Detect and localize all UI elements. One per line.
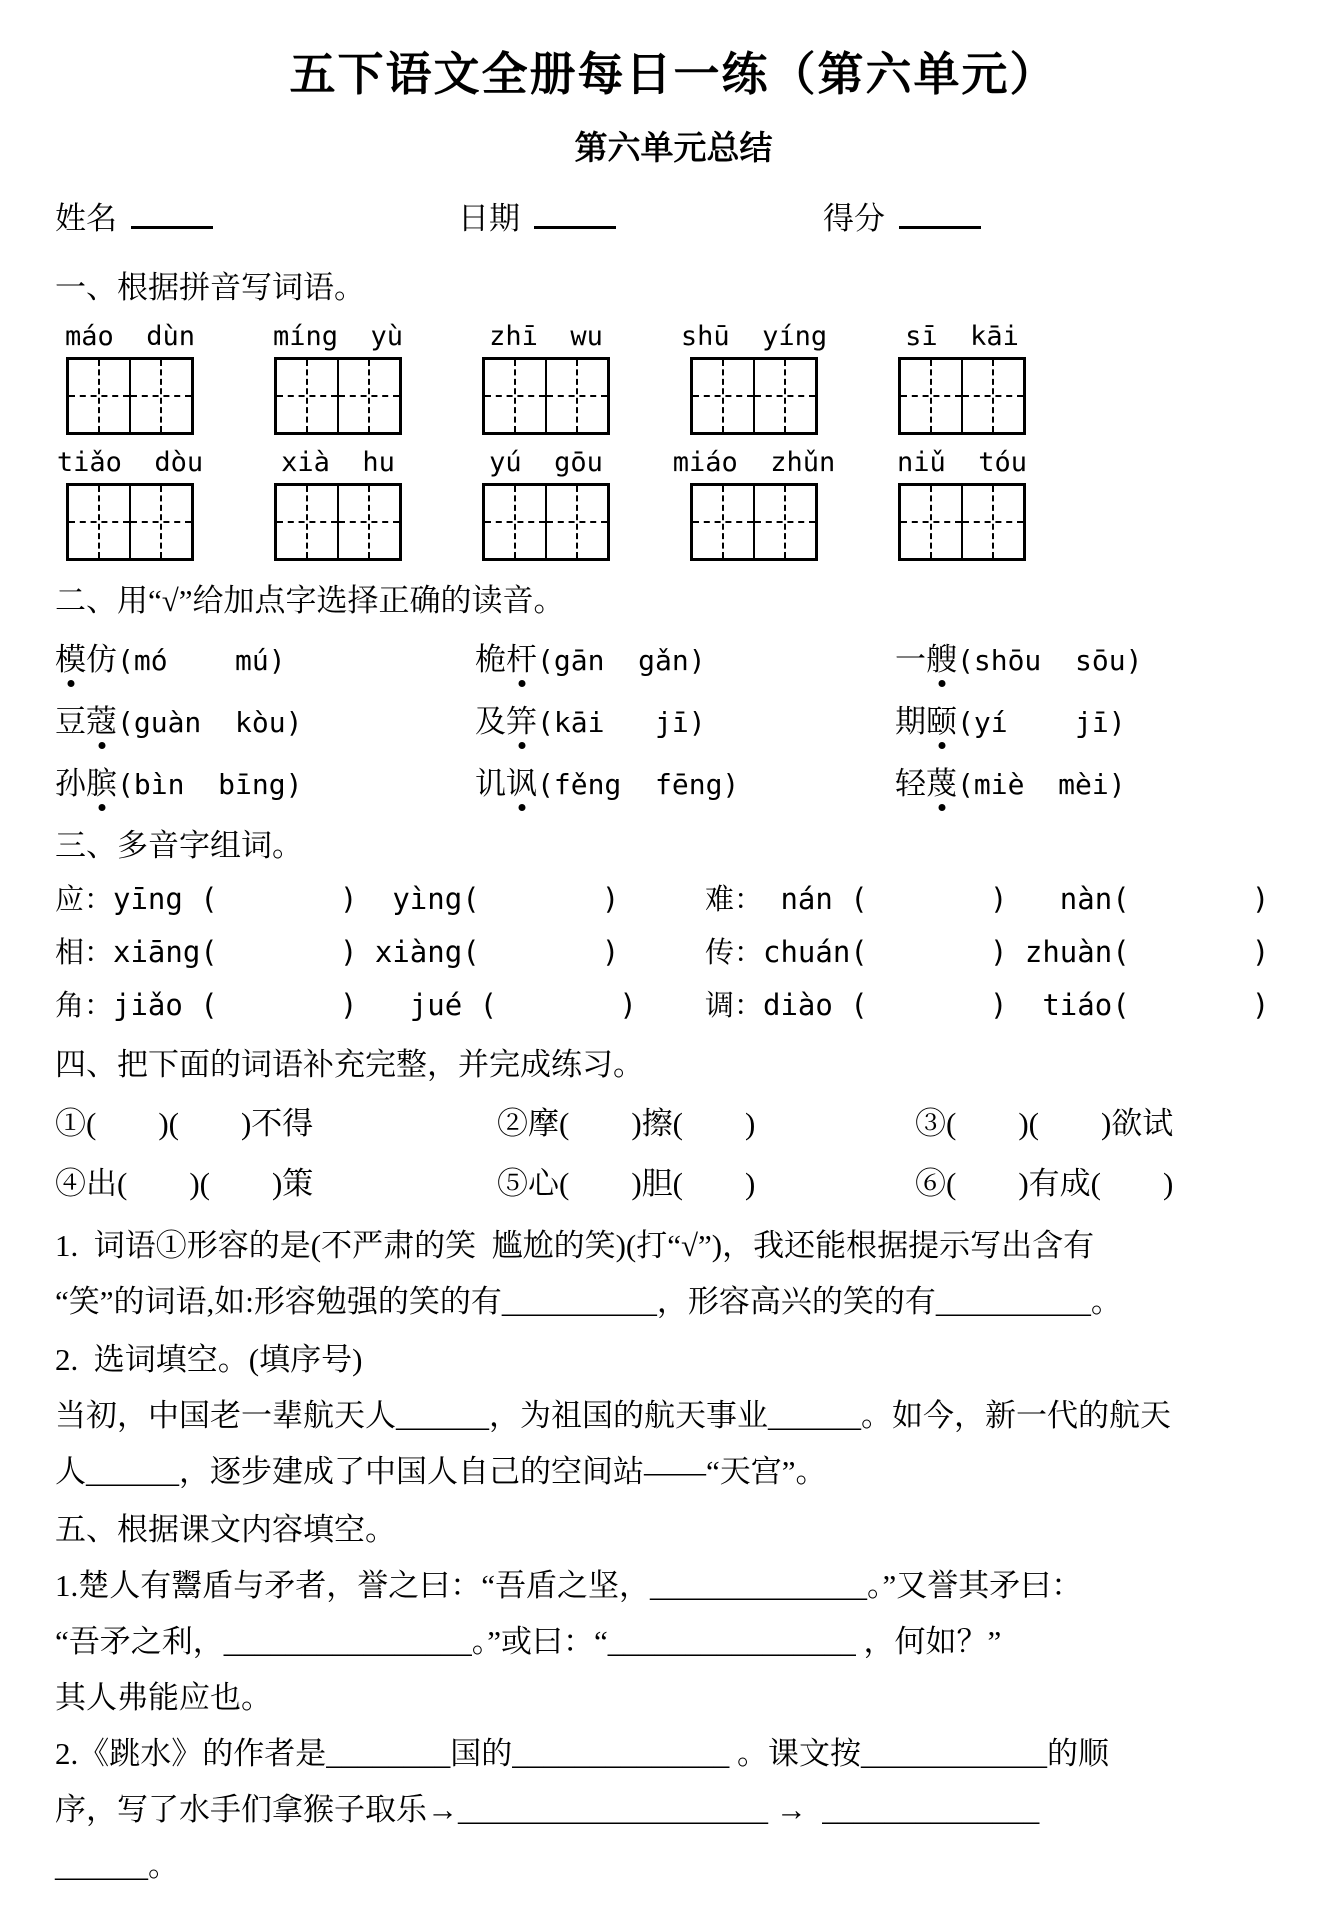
exercise1-text: [55, 1218, 1292, 1330]
score-field: [823, 193, 981, 238]
idiom-grid: [55, 1098, 1292, 1203]
section1-heading: 一、根据拼音写词语。: [55, 270, 365, 305]
text-line: 当初，中国老一辈航天人______，为祖国的航天事业______。如今，新一代的航天: [55, 1398, 1171, 1433]
writing-grid-box[interactable]: [690, 357, 818, 435]
word-char: 模: [55, 642, 86, 677]
pinyin-row: [55, 447, 1292, 561]
writing-cell[interactable]: [545, 486, 607, 558]
pronunciation-options: (kāi jī): [537, 706, 706, 739]
pinyin-label: miáo zhǔn: [672, 447, 836, 478]
pronunciation-item: [55, 634, 475, 679]
pinyin-group: [672, 447, 836, 561]
pronunciation-item: [55, 696, 475, 741]
exercise2-heading: 2. 选词填空。(填序号): [55, 1342, 363, 1377]
pronunciation-item: [475, 696, 895, 741]
pronunciation-options: (yí jī): [957, 706, 1126, 739]
writing-cell[interactable]: [693, 360, 753, 432]
writing-grid-box[interactable]: [898, 483, 1026, 561]
pronunciation-item: [895, 758, 1292, 803]
pinyin-label: shū yíng: [680, 321, 828, 352]
exercise2-text: [55, 1388, 1292, 1500]
word-char: 杆: [506, 642, 537, 677]
polyphone-cell: 调：diào ( ) tiáo( ): [705, 988, 1270, 1022]
writing-grid-box[interactable]: [274, 357, 402, 435]
pinyin-group: [263, 447, 413, 561]
pinyin-group: [887, 321, 1037, 435]
dotted-word: [475, 704, 537, 739]
polyphone-row: [55, 985, 1292, 1025]
dotted-word: [475, 766, 537, 801]
pronunciation-grid: [55, 634, 1292, 803]
pinyin-label: máo dùn: [64, 321, 196, 352]
word-char: 期: [895, 704, 926, 739]
pronunciation-options: (bìn bīng): [117, 768, 303, 801]
writing-cell[interactable]: [693, 486, 753, 558]
polyphone-row: [55, 932, 1292, 972]
word-char: 仿: [86, 642, 117, 677]
writing-cell[interactable]: [337, 486, 399, 558]
writing-grid-box[interactable]: [690, 483, 818, 561]
pinyin-group: [887, 447, 1037, 561]
dotted-word: [55, 704, 117, 739]
name-label: 姓名: [55, 201, 117, 236]
idiom-item: ⑥( )有成( ): [915, 1166, 1174, 1201]
dotted-word: [55, 766, 117, 801]
pinyin-row: [55, 321, 1292, 435]
date-field: [458, 193, 823, 238]
pinyin-label: xià hu: [281, 447, 395, 478]
word-char: 讥: [475, 766, 506, 801]
writing-cell[interactable]: [753, 486, 815, 558]
section5-heading: 五、根据课文内容填空。: [55, 1512, 396, 1547]
section4-heading: 四、把下面的词语补充完整，并完成练习。: [55, 1047, 644, 1082]
idiom-item: ④出( )( )策: [55, 1166, 314, 1201]
polyphone-cell: 角：jiǎo ( ) jué ( ): [55, 988, 637, 1022]
writing-grid-box[interactable]: [274, 483, 402, 561]
writing-cell[interactable]: [961, 360, 1023, 432]
text-line: 其人弗能应也。: [55, 1680, 272, 1715]
writing-cell[interactable]: [129, 360, 191, 432]
date-label: 日期: [458, 201, 520, 236]
dotted-word: [475, 642, 537, 677]
pronunciation-row: [55, 696, 1292, 741]
section3-heading: 三、多音字组词。: [55, 828, 303, 863]
text-line: 1. 词语①形容的是(不严肃的笑 尴尬的笑)(打“√”)，我还能根据提示写出含有: [55, 1228, 1095, 1263]
text-line: ______。: [55, 1848, 179, 1883]
pronunciation-options: (shōu sōu): [957, 644, 1143, 677]
pinyin-group: [471, 447, 621, 561]
pinyin-group: [55, 447, 205, 561]
score-label: 得分: [823, 201, 885, 236]
writing-cell[interactable]: [545, 360, 607, 432]
text-line: 1.楚人有鬻盾与矛者，誉之曰：“吾盾之坚，______________。”又誉其矛曰：: [55, 1568, 1083, 1603]
pronunciation-item: [475, 634, 895, 679]
word-char: 蔻: [86, 704, 117, 739]
pronunciation-options: (guàn kòu): [117, 706, 303, 739]
writing-cell[interactable]: [69, 486, 129, 558]
dotted-word: [55, 642, 117, 677]
word-char: 颐: [926, 704, 957, 739]
dotted-word: [895, 704, 957, 739]
pronunciation-item: [895, 634, 1292, 679]
writing-grid-box[interactable]: [482, 357, 610, 435]
writing-cell[interactable]: [901, 486, 961, 558]
pronunciation-options: (miè mèi): [957, 768, 1126, 801]
text-line: 人______，逐步建成了中国人自己的空间站——“天宫”。: [55, 1454, 827, 1489]
dotted-word: [895, 766, 957, 801]
text-line: “吾矛之利，________________。”或曰：“________________ ，何如？”: [55, 1624, 1002, 1659]
pinyin-group: [471, 321, 621, 435]
writing-cell[interactable]: [277, 486, 337, 558]
pinyin-label: tiǎo dòu: [56, 447, 204, 478]
writing-cell[interactable]: [485, 360, 545, 432]
name-field: [55, 193, 458, 238]
word-char: 蔑: [926, 766, 957, 801]
score-blank[interactable]: [899, 196, 981, 229]
writing-grid-box[interactable]: [898, 357, 1026, 435]
idiom-item: ②摩( )擦( ): [497, 1106, 756, 1141]
word-char: 桅: [475, 642, 506, 677]
name-blank[interactable]: [131, 196, 213, 229]
pinyin-group: [55, 321, 205, 435]
idiom-item: ①( )( )不得: [55, 1106, 314, 1141]
writing-grid-box[interactable]: [66, 357, 194, 435]
word-char: 及: [475, 704, 506, 739]
idiom-row: [55, 1158, 1292, 1203]
text-line: 2.《跳水》的作者是________国的______________ 。课文按____________的顺: [55, 1736, 1109, 1771]
word-char: 轻: [895, 766, 926, 801]
pronunciation-row: [55, 634, 1292, 679]
word-char: 豆: [55, 704, 86, 739]
polyphone-cell: 难： nán ( ) nàn( ): [705, 882, 1270, 916]
writing-cell[interactable]: [485, 486, 545, 558]
text-line: 序，写了水手们拿猴子取乐→____________________ → ______________: [55, 1792, 1040, 1827]
word-char: 膑: [86, 766, 117, 801]
text-line: “笑”的词语,如:形容勉强的笑的有__________，形容高兴的笑的有__________。: [55, 1284, 1122, 1319]
writing-grid-box[interactable]: [482, 483, 610, 561]
pinyin-label: yú gōu: [489, 447, 603, 478]
pinyin-label: míng yù: [272, 321, 404, 352]
pinyin-group: [679, 321, 829, 435]
page-title: 五下语文全册每日一练（第六单元）: [289, 49, 1058, 100]
pronunciation-options: (gān gǎn): [537, 644, 706, 677]
idiom-item: ③( )( )欲试: [915, 1106, 1174, 1141]
meta-row: [55, 193, 1292, 238]
pinyin-label: zhī wu: [489, 321, 603, 352]
word-char: 笄: [506, 704, 537, 739]
date-blank[interactable]: [534, 196, 616, 229]
polyphone-row: [55, 879, 1292, 919]
word-char: 艘: [926, 642, 957, 677]
pronunciation-options: (mó mú): [117, 644, 286, 677]
idiom-row: [55, 1098, 1292, 1143]
dotted-word: [895, 642, 957, 677]
pronunciation-item: [55, 758, 475, 803]
word-char: 孙: [55, 766, 86, 801]
pinyin-grid: [55, 321, 1292, 561]
pinyin-group: [263, 321, 413, 435]
section2-heading: 二、用“√”给加点字选择正确的读音。: [55, 583, 565, 618]
writing-cell[interactable]: [901, 360, 961, 432]
pinyin-label: niǔ tóu: [896, 447, 1028, 478]
polyphone-grid: [55, 879, 1292, 1025]
writing-grid-box[interactable]: [66, 483, 194, 561]
pinyin-label: sī kāi: [905, 321, 1019, 352]
writing-cell[interactable]: [129, 486, 191, 558]
word-char: 讽: [506, 766, 537, 801]
section5-text: [55, 1558, 1292, 1894]
writing-cell[interactable]: [961, 486, 1023, 558]
writing-cell[interactable]: [277, 360, 337, 432]
writing-cell[interactable]: [337, 360, 399, 432]
writing-cell[interactable]: [753, 360, 815, 432]
pronunciation-item: [895, 696, 1292, 741]
polyphone-cell: 应：yīng ( ) yìng( ): [55, 882, 620, 916]
page-subtitle: 第六单元总结: [574, 131, 773, 167]
polyphone-cell: 传：chuán( ) zhuàn( ): [705, 935, 1270, 969]
pronunciation-item: [475, 758, 895, 803]
word-char: 一: [895, 642, 926, 677]
pronunciation-options: (fěng fēng): [537, 768, 740, 801]
pronunciation-row: [55, 758, 1292, 803]
writing-cell[interactable]: [69, 360, 129, 432]
polyphone-cell: 相：xiāng( ) xiàng( ): [55, 935, 620, 969]
idiom-item: ⑤心( )胆( ): [497, 1166, 756, 1201]
